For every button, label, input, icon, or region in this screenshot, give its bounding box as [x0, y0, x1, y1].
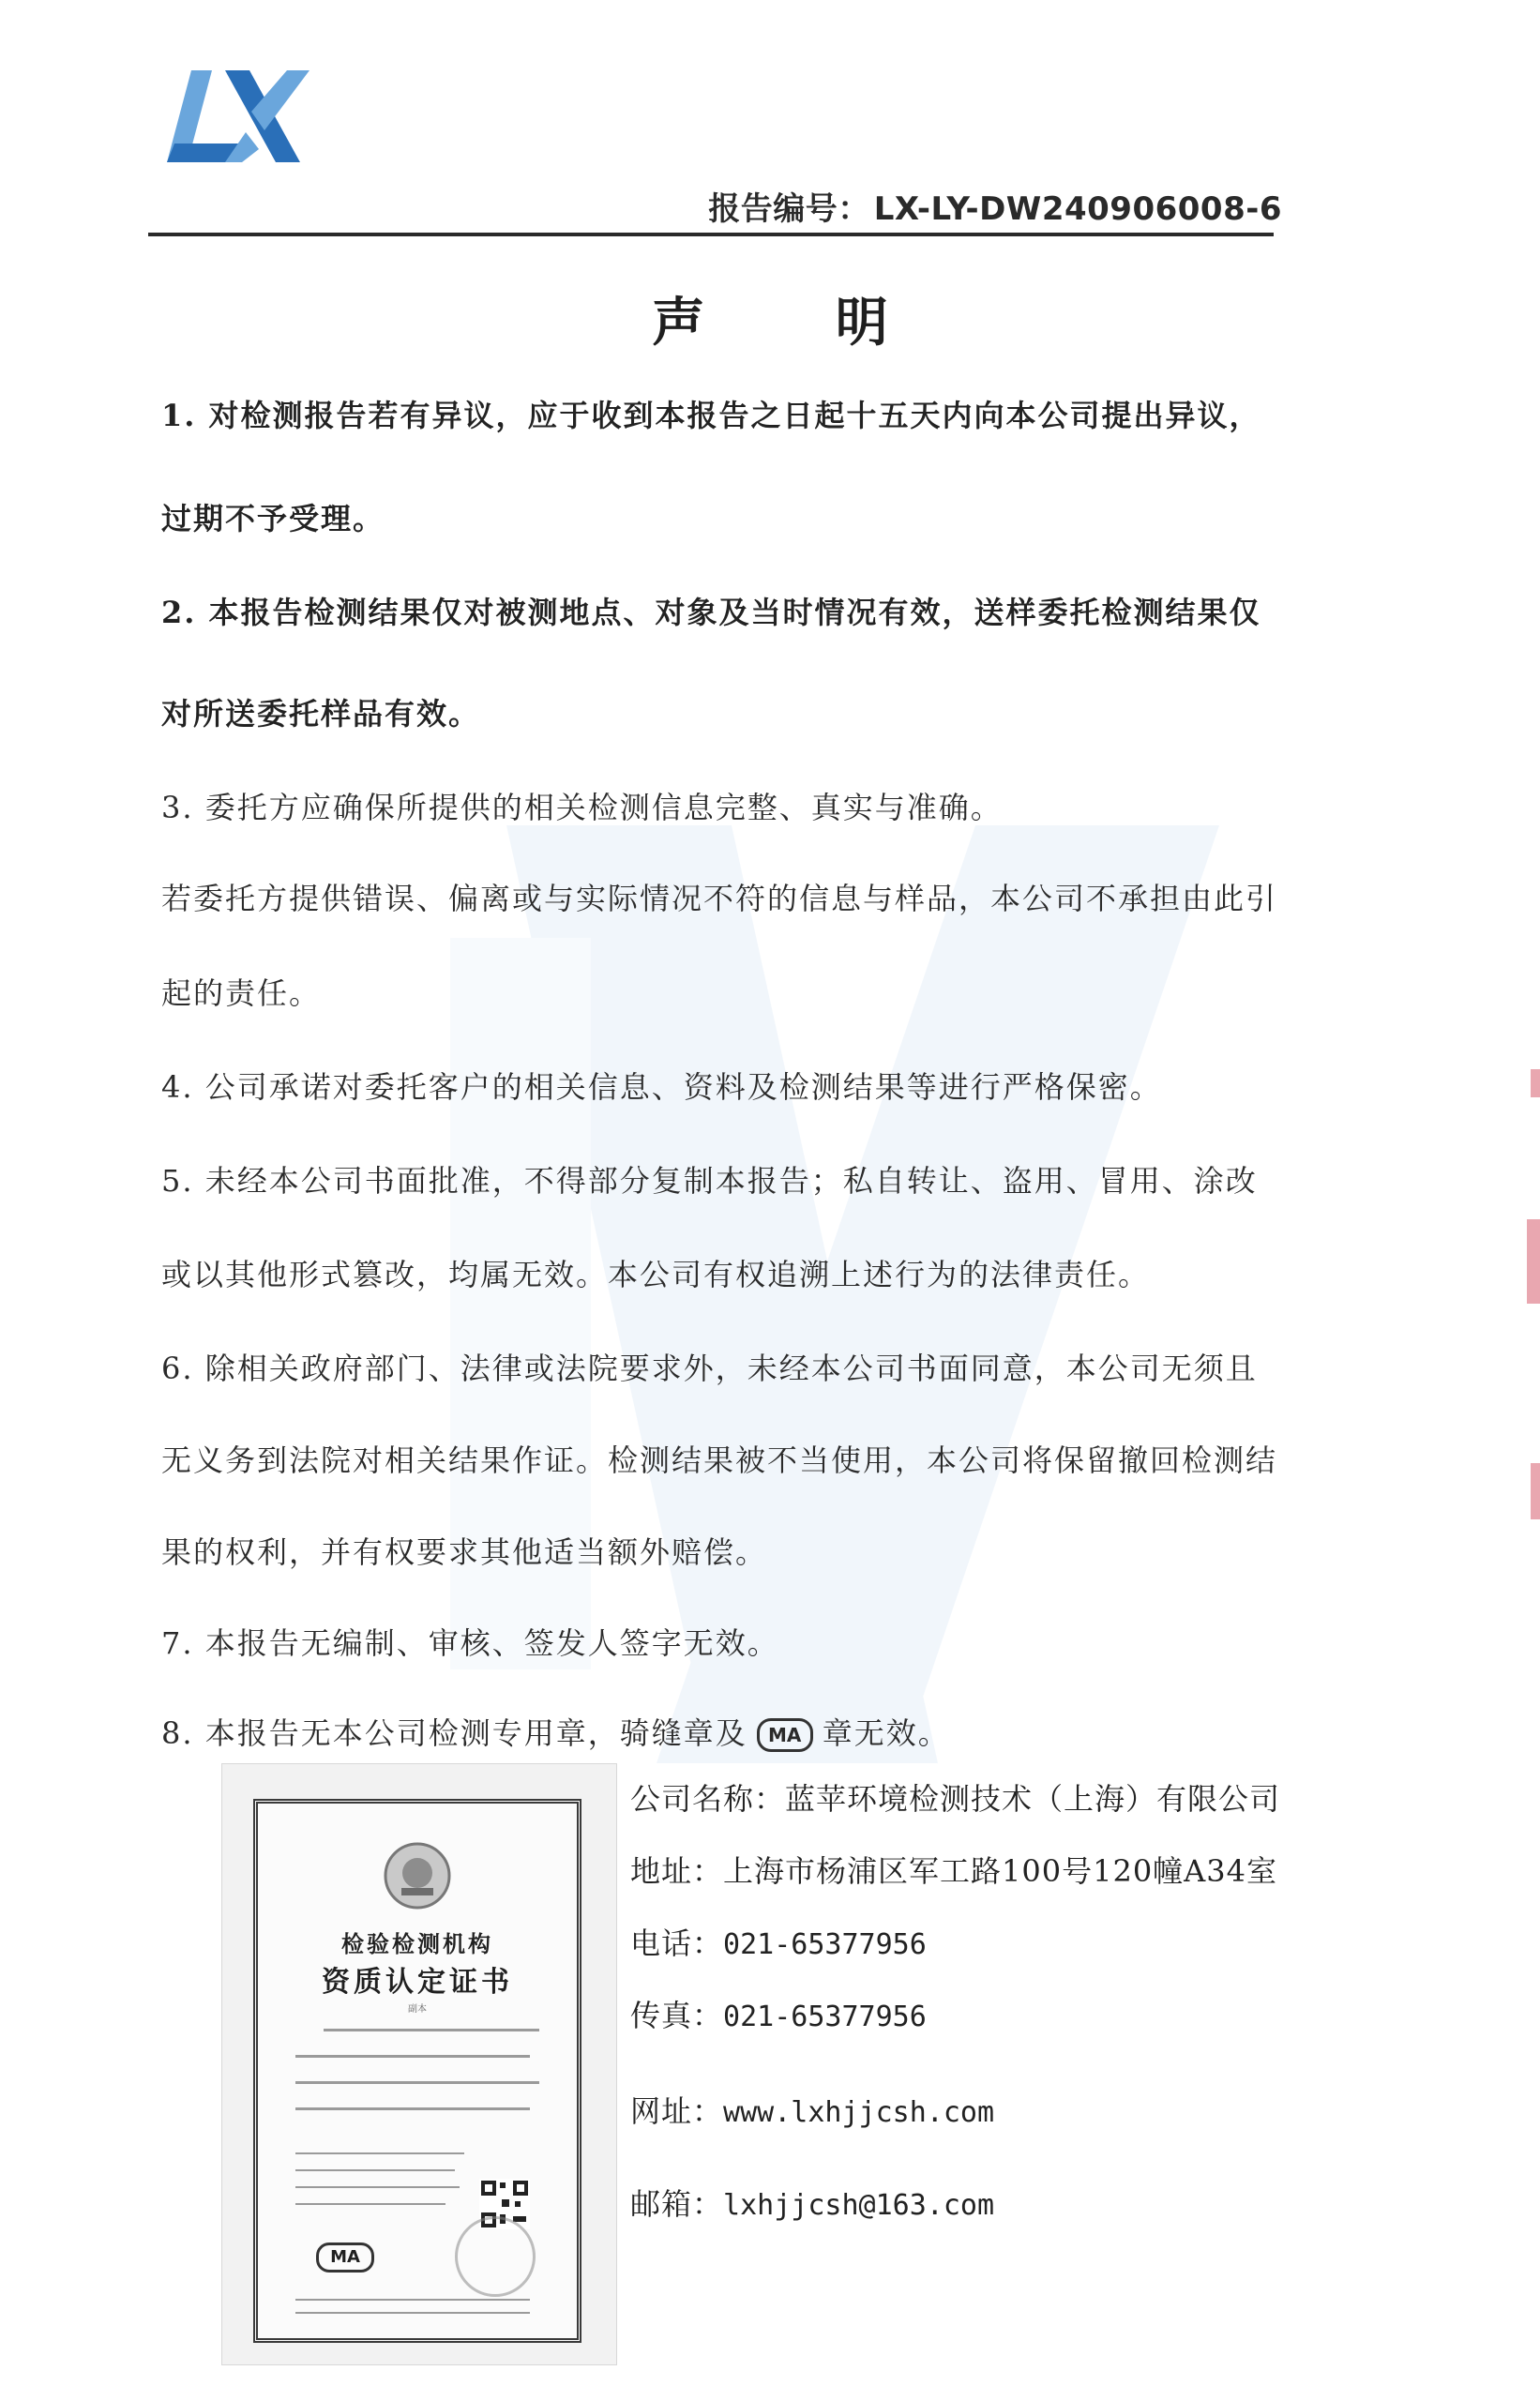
qualification-certificate	[253, 1799, 581, 2343]
company-name-value: 蓝苹环境检测技术（上海）有限公司	[785, 1781, 1281, 1817]
certificate-text-line	[295, 2186, 460, 2188]
ma-mark-icon: MA	[757, 1718, 813, 1752]
statement-line: 对所送委托样品有效。	[161, 696, 481, 732]
certificate-text-line	[295, 2152, 464, 2154]
certificate-text-line	[295, 2169, 455, 2171]
header-divider	[148, 233, 1274, 236]
phone-value: 021-65377956	[723, 1928, 927, 1961]
address-label: 地址：	[630, 1853, 724, 1889]
statement-line: 果的权利，并有权要求其他适当额外赔偿。	[161, 1534, 768, 1570]
certificate-ma-icon: MA	[316, 2242, 374, 2273]
certificate-text-line	[295, 2312, 530, 2314]
statement-line: 7. 本报告无编制、审核、签发人签字无效。	[161, 1625, 779, 1661]
statement-8-text: 8. 本报告无本公司检测专用章，骑缝章及	[161, 1715, 747, 1751]
company-logo-icon	[159, 52, 319, 183]
certificate-text-line	[295, 2081, 539, 2084]
phone-row	[630, 1920, 927, 1963]
certificate-copy-label: 副本	[408, 2004, 427, 2015]
certificate-text-line	[324, 2029, 539, 2031]
statement-line: 5. 未经本公司书面批准，不得部分复制本报告；私自转让、盗用、冒用、涂改	[161, 1163, 1258, 1199]
statement-line: 2. 本报告检测结果仅对被测地点、对象及当时情况有效，送样委托检测结果仅	[161, 595, 1261, 630]
address-value: 上海市杨浦区军工路100号120幢A34室	[723, 1853, 1278, 1889]
website-label: 网址：	[630, 2093, 724, 2129]
report-number-label: 报告编号：	[708, 190, 870, 228]
statement-line: 无义务到法院对相关结果作证。检测结果被不当使用，本公司将保留撤回检测结	[161, 1442, 1278, 1478]
fax-value: 021-65377956	[723, 2001, 927, 2033]
email-row	[630, 2181, 994, 2224]
report-number-value: LX-LY-DW240906008-6	[873, 190, 1282, 228]
statement-line: 或以其他形式篡改，均属无效。本公司有权追溯上述行为的法律责任。	[161, 1257, 1151, 1292]
certificate-text-line	[295, 2299, 530, 2301]
certificate-text-line	[295, 2203, 445, 2205]
certificate-text-line	[295, 2107, 530, 2110]
scan-edge-mark	[1531, 1463, 1540, 1519]
national-emblem-icon	[383, 1841, 452, 1910]
statement-line: 若委托方提供错误、偏离或与实际情况不符的信息与样品，本公司不承担由此引	[161, 881, 1278, 916]
certificate-seal-icon	[455, 2216, 536, 2297]
statement-line: 6. 除相关政府部门、法律或法院要求外，未经本公司书面同意，本公司无须且	[161, 1351, 1258, 1386]
company-name-row	[630, 1775, 1280, 1819]
email-value: lxhjjcsh@163.com	[723, 2189, 994, 2222]
scan-edge-mark	[1527, 1219, 1540, 1304]
company-name-label: 公司名称：	[630, 1781, 786, 1817]
certificate-title-line2: 资质认定证书	[322, 1966, 513, 1999]
statement-8-tail: 章无效。	[822, 1715, 950, 1751]
statement-line: 3. 委托方应确保所提供的相关检测信息完整、真实与准确。	[161, 790, 1003, 825]
statement-line	[161, 1710, 950, 1753]
page-title: 声 明	[652, 293, 944, 354]
statement-line: 1. 对检测报告若有异议，应于收到本报告之日起十五天内向本公司提出异议，	[161, 398, 1261, 433]
email-label: 邮箱：	[630, 2186, 724, 2222]
fax-row	[630, 1992, 927, 2035]
website-value: www.lxhjjcsh.com	[723, 2096, 994, 2129]
certificate-text-line	[295, 2055, 530, 2058]
scan-edge-mark	[1531, 1069, 1540, 1097]
report-number	[708, 183, 1282, 229]
fax-label: 传真：	[630, 1998, 724, 2033]
statement-line: 起的责任。	[161, 975, 322, 1011]
address-row	[630, 1848, 1277, 1891]
phone-label: 电话：	[630, 1925, 724, 1961]
statement-line: 过期不予受理。	[161, 501, 385, 536]
certificate-title-line1: 检验检测机构	[341, 1930, 493, 1957]
website-row	[630, 2088, 994, 2131]
statement-line: 4. 公司承诺对委托客户的相关信息、资料及检测结果等进行严格保密。	[161, 1069, 1162, 1105]
